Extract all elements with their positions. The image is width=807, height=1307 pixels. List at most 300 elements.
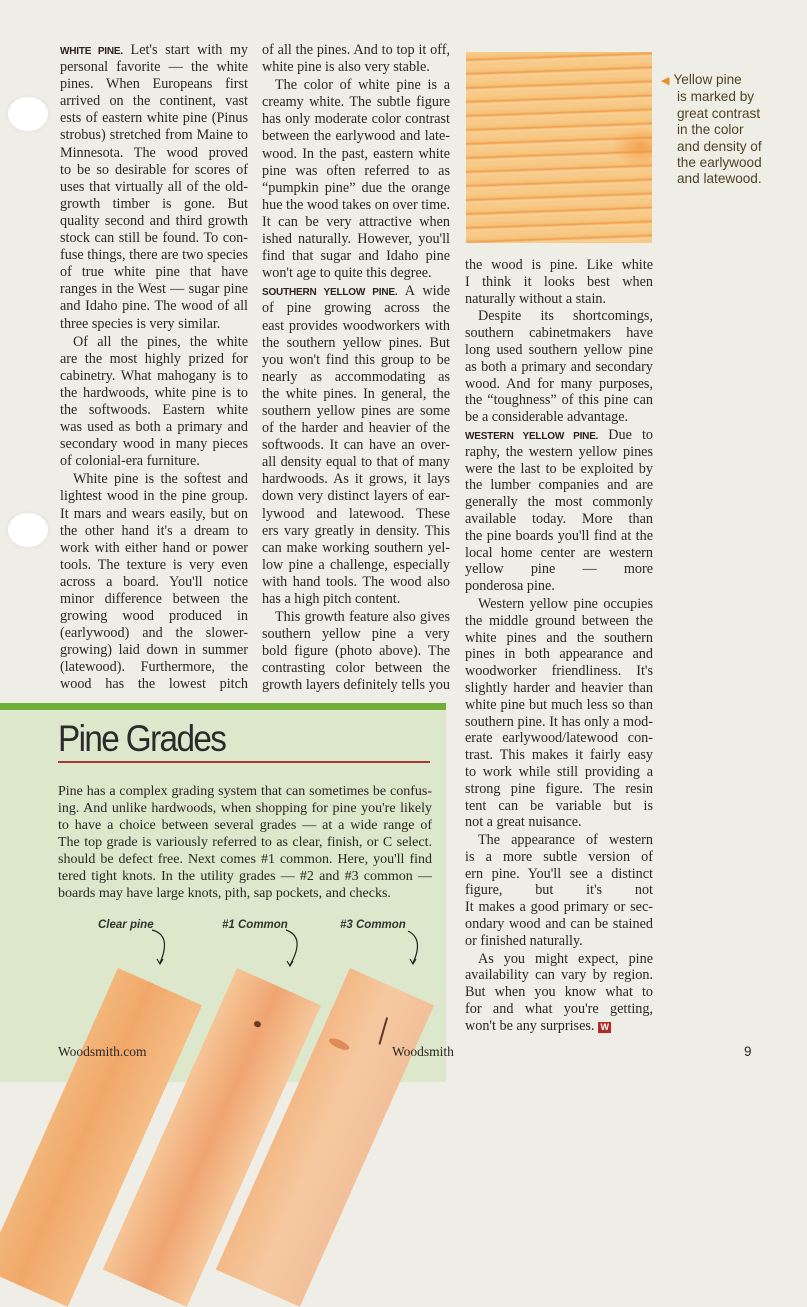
paragraph <box>465 951 653 1035</box>
sidebar-line: Pine has a complex grading system that can sometimes be confus- <box>58 784 432 799</box>
line-text: lywood and latewood. These <box>262 505 450 522</box>
sidebar-line: boards may have large knots, pith, sap pockets, and checks. <box>58 886 391 901</box>
text-line <box>465 291 653 308</box>
line-text: white pine but much less so than <box>465 696 653 713</box>
line-text: won't be any surprises. <box>465 1017 595 1034</box>
line-text: It can be very attractive when <box>262 213 450 230</box>
line-text: pines. When Europeans first <box>60 76 248 93</box>
line-text: Minnesota. The wood proved <box>60 144 248 161</box>
line-text: figure, but it's not <box>465 882 653 899</box>
caption-line <box>661 89 801 105</box>
text-line <box>465 561 653 578</box>
text-line <box>60 76 248 93</box>
line-text: cabinetry. What mahogany is to <box>60 367 248 384</box>
label-arrows <box>0 915 446 995</box>
line-text: the middle ground between the <box>465 612 653 629</box>
line-text: has a high pitch content. <box>262 591 401 607</box>
line-text: strong pine figure. The resin <box>465 780 653 797</box>
line-text: can make working southern yel- <box>262 539 450 556</box>
line-text: wood. In the past, eastern white <box>262 145 450 162</box>
text-line <box>465 511 653 528</box>
title-rule <box>58 761 430 763</box>
binder-hole <box>8 97 48 131</box>
text-line <box>465 494 653 511</box>
run-in-head: SOUTHERN YELLOW PINE. <box>262 287 398 299</box>
text-line <box>465 680 653 697</box>
line-text: of colonial-era furniture. <box>60 453 200 470</box>
line-text: southern cabinetmakers have <box>465 325 653 342</box>
run-in-head: WHITE PINE. <box>60 46 123 57</box>
line-text: personal favorite — the white <box>60 59 248 76</box>
text-line <box>465 730 653 747</box>
text-line <box>60 471 248 488</box>
line-text: the hardwoods, white pine is to <box>60 384 248 401</box>
text-line <box>262 197 450 214</box>
caption-text: and latewood. <box>677 171 762 187</box>
paragraph <box>465 308 653 426</box>
text-line <box>262 248 450 265</box>
text-line <box>465 1001 653 1018</box>
line-text: It mars and wears easily, but on <box>60 505 248 522</box>
line-text: southern yellow pine a very <box>262 626 450 643</box>
text-line <box>60 591 248 608</box>
text-line <box>262 59 450 76</box>
line-text: fuse things, there are two species <box>60 247 248 264</box>
text-line <box>465 714 653 731</box>
sidebar-line: should be defect free. Next comes #1 common. Here, you'll find <box>58 852 432 867</box>
text-line <box>465 444 653 461</box>
paragraph <box>262 283 450 608</box>
text-line <box>465 747 653 764</box>
line-text: white pines and the southern <box>465 629 653 646</box>
line-text: raphy, the western yellow pines <box>465 443 653 460</box>
text-line <box>262 94 450 111</box>
caption-text: in the color <box>677 122 744 138</box>
text-line <box>262 488 450 505</box>
text-line <box>60 298 248 315</box>
footer-website: Woodsmith.com <box>58 1044 147 1059</box>
line-text: contrasting color between the <box>262 660 450 677</box>
text-line <box>465 899 653 916</box>
text-line <box>60 59 248 76</box>
text-line <box>262 643 450 660</box>
text-line <box>60 351 248 368</box>
text-line <box>465 392 653 409</box>
text-line <box>262 146 450 163</box>
line-text: yellow pine — more <box>465 561 653 578</box>
text-line <box>262 420 450 437</box>
line-text: long used southern yellow pine <box>465 341 653 358</box>
text-line <box>465 359 653 376</box>
line-text: was used as both a primary and <box>60 419 248 436</box>
caption-line <box>661 171 801 187</box>
line-text: As you might expect, pine <box>478 950 653 967</box>
line-text: is a more subtle version of <box>465 848 653 865</box>
text-line <box>262 352 450 369</box>
line-text: The color of white pine is a <box>275 77 450 94</box>
caption-line <box>661 155 801 171</box>
text-line <box>465 409 653 426</box>
line-text: ranges in the West — sugar pine <box>60 281 248 298</box>
page-number: 9 <box>744 1044 752 1059</box>
line-text: work with either hand or power <box>60 539 248 556</box>
line-text: The appearance of western <box>478 832 653 849</box>
grade-label-common-1: #1 Common <box>222 919 288 931</box>
text-line <box>60 334 248 351</box>
line-text: A wide <box>404 283 450 300</box>
line-text: secondary wood in many pieces <box>60 436 248 453</box>
text-line <box>60 419 248 436</box>
line-text: has only moderate color contrast <box>262 111 450 128</box>
text-line <box>465 596 653 613</box>
text-line <box>262 523 450 540</box>
text-line <box>262 540 450 557</box>
paragraph <box>262 609 450 694</box>
text-line <box>262 77 450 94</box>
line-text: were the last to be exploited by <box>465 460 653 477</box>
line-text: But when you know what to <box>465 984 653 1001</box>
line-text: growing wood produced in <box>60 608 248 625</box>
sidebar-line: The top grade is variously referred to as clear, finish, or C select. <box>58 835 432 850</box>
text-line <box>60 488 248 505</box>
line-text: Despite its shortcomings, <box>478 308 653 325</box>
line-text: won't age to quite this degree. <box>262 265 432 282</box>
line-text: (latewood). Furthermore, the <box>60 659 248 676</box>
text-line <box>262 454 450 471</box>
line-text: growing) laid down in summer <box>60 642 248 659</box>
line-text: hue the wood takes on over time. <box>262 196 450 213</box>
text-line <box>60 659 248 676</box>
line-text: to be so desirable for scores of <box>60 161 248 178</box>
line-text: east provides woodworkers with <box>262 317 450 334</box>
text-line <box>60 42 248 59</box>
footer-brand: Woodsmith <box>392 1044 454 1059</box>
text-line <box>262 300 450 317</box>
line-text: I think it looks best when <box>465 273 653 290</box>
text-line <box>60 557 248 574</box>
line-text: the lumber companies and are <box>465 477 653 494</box>
line-text: ern pine. You'll see a distinct <box>465 865 653 882</box>
text-line <box>465 630 653 647</box>
text-line <box>262 335 450 352</box>
text-line <box>465 764 653 781</box>
line-text: softwoods. It can have an over- <box>262 437 450 454</box>
knot <box>253 1020 262 1028</box>
text-line <box>60 608 248 625</box>
text-line <box>465 477 653 494</box>
line-text: pines in both appearance and <box>465 646 653 663</box>
line-text: ests of eastern white pine (Pinus <box>60 110 248 127</box>
text-line <box>465 545 653 562</box>
caption-text: and density of <box>677 138 762 154</box>
line-text: the other hand it's a dream to <box>60 522 248 539</box>
text-line <box>60 676 248 693</box>
line-text: It makes a good primary or sec- <box>465 899 653 916</box>
text-line <box>465 646 653 663</box>
line-text: ished naturally. However, you'll <box>262 231 450 248</box>
line-text: uses that virtually all of the old- <box>60 178 248 195</box>
text-line <box>465 461 653 478</box>
text-line <box>60 453 248 470</box>
line-text: tools. The texture is very even <box>60 556 248 573</box>
text-line <box>60 574 248 591</box>
line-text: as both a primary and secondary <box>465 358 653 375</box>
text-line <box>262 214 450 231</box>
check <box>378 1017 388 1044</box>
line-text: are the most highly prized for <box>60 350 248 367</box>
caption-line <box>661 122 801 138</box>
sidebar-line: ing. And unlike hardwoods, when shopping for pine you're likely <box>58 801 432 816</box>
line-text: growth layers definitely tells you <box>262 677 450 694</box>
line-text: the wood is pine. Like white <box>465 257 653 273</box>
text-line <box>465 1018 653 1035</box>
line-text: of all the pines. And to top it off, <box>262 42 450 58</box>
binder-hole <box>8 513 48 547</box>
line-text: bold figure (photo above). The <box>262 643 450 660</box>
line-text: the white pines. In general, the <box>262 385 450 402</box>
paragraph <box>262 42 450 76</box>
line-text: find that sugar and Idaho pine <box>262 248 450 265</box>
line-text: wood. And for many purposes, <box>465 375 653 392</box>
line-text: (earlywood) and the slower- <box>60 625 248 642</box>
line-text: to work while still providing a <box>465 763 653 780</box>
caption-line <box>661 72 801 89</box>
line-text: arrived on the continent, vast <box>60 93 248 110</box>
line-text: three species is very similar. <box>60 315 221 332</box>
line-text: slightly harder and heavier than <box>465 679 653 696</box>
text-line <box>60 110 248 127</box>
line-text: stock can still be found. To con- <box>60 230 248 247</box>
text-line <box>465 967 653 984</box>
text-line <box>465 578 653 595</box>
line-text: of the harder and heavier of the <box>262 420 450 437</box>
paragraph <box>465 832 653 950</box>
line-text: availability can vary by region. <box>465 967 653 984</box>
sidebar-line: to have a choice between several grades — at a wide range of <box>58 818 432 833</box>
text-line <box>465 798 653 815</box>
line-text: growth timber is gone. But <box>60 195 248 212</box>
article-column-2 <box>262 42 450 695</box>
line-text: Let's start with my <box>122 42 248 58</box>
text-line <box>262 163 450 180</box>
text-line <box>60 625 248 642</box>
line-text: all density equal to that of many <box>262 454 450 471</box>
grade-label-common-3: #3 Common <box>340 919 406 931</box>
line-text: This growth feature also gives <box>275 609 450 626</box>
text-line <box>262 506 450 523</box>
line-text: trast. This makes it fairly easy <box>465 747 653 764</box>
line-text: hardwoods. As it grows, it lays <box>262 471 450 488</box>
line-text: ers vary greatly in density. This <box>262 522 450 539</box>
text-line <box>60 368 248 385</box>
text-line <box>465 933 653 950</box>
line-text: lightest wood in the pine group. <box>60 488 248 505</box>
text-line <box>262 318 450 335</box>
line-text: the softwoods. Eastern white <box>60 401 248 418</box>
line-text: Western yellow pine occupies <box>478 595 653 612</box>
knot <box>327 1036 350 1052</box>
line-text: tent can be variable but is <box>465 797 653 814</box>
line-text: the “toughness” of this pine can <box>465 392 653 409</box>
text-line <box>465 342 653 359</box>
line-text: across a board. You'll notice <box>60 573 248 590</box>
line-text: strobus) stretched from Maine to <box>60 127 248 144</box>
line-text: be a considerable advantage. <box>465 409 629 426</box>
line-text: of true white pine that have <box>60 264 248 281</box>
text-line <box>465 832 653 849</box>
text-line <box>262 660 450 677</box>
text-line <box>465 849 653 866</box>
text-line <box>262 111 450 128</box>
text-line <box>465 613 653 630</box>
text-line <box>465 882 653 899</box>
line-text: wood has the lowest pitch <box>60 676 248 693</box>
paragraph <box>60 334 248 471</box>
line-text: Of all the pines, the white <box>73 333 248 350</box>
line-text: ondary wood and can be stained <box>465 916 653 933</box>
paragraph <box>465 596 653 831</box>
caption-text: great contrast <box>677 105 761 121</box>
text-line <box>465 528 653 545</box>
text-line <box>60 281 248 298</box>
text-line <box>262 557 450 574</box>
line-text: for and what you're getting, <box>465 1001 653 1018</box>
line-text: pine was often referred to as <box>262 162 450 179</box>
caption-text: Yellow pine <box>673 72 742 87</box>
text-line <box>60 247 248 264</box>
line-text: local home center are western <box>465 544 653 561</box>
text-line <box>60 316 248 333</box>
text-line <box>262 42 450 59</box>
caption-line <box>661 106 801 122</box>
line-text: not a great nuisance. <box>465 814 582 831</box>
text-line <box>465 325 653 342</box>
text-line <box>465 308 653 325</box>
text-line <box>60 127 248 144</box>
text-line <box>465 781 653 798</box>
line-text: White pine is the softest and <box>73 471 248 488</box>
text-line <box>262 574 450 591</box>
text-line <box>60 213 248 230</box>
text-line <box>262 437 450 454</box>
text-line <box>262 180 450 197</box>
text-line <box>60 523 248 540</box>
paragraph <box>465 427 653 595</box>
line-text: southern yellow pines are some <box>262 402 450 419</box>
text-line <box>60 145 248 162</box>
text-line <box>465 663 653 680</box>
line-text: nearly as accommodating as <box>262 368 450 385</box>
line-text: generally the most commonly <box>465 494 653 511</box>
line-text: naturally without a stain. <box>465 290 607 307</box>
pine-grades-sidebar <box>0 703 446 1082</box>
line-text: ponderosa pine. <box>465 578 555 595</box>
text-line <box>60 93 248 110</box>
text-line <box>465 376 653 393</box>
caption-line <box>661 139 801 155</box>
line-text: “pumpkin pine” due the orange <box>262 179 450 196</box>
line-text: minor difference between the <box>60 591 248 607</box>
line-text: woodworker friendliness. It's <box>465 663 653 680</box>
sidebar-line: tered tight knots. In the utility grades — #2 and #3 common — <box>58 869 432 884</box>
text-line <box>262 471 450 488</box>
text-line <box>465 697 653 714</box>
text-line <box>262 283 450 300</box>
line-text: between the earlywood and late- <box>262 128 450 145</box>
text-line <box>465 257 653 274</box>
text-line <box>262 609 450 626</box>
text-line <box>60 162 248 179</box>
text-line <box>262 369 450 386</box>
text-line <box>60 179 248 196</box>
paragraph <box>465 257 653 307</box>
line-text: or finished naturally. <box>465 932 583 949</box>
text-line <box>465 984 653 1001</box>
article-column-3 <box>465 257 653 1035</box>
text-line <box>262 677 450 694</box>
text-line <box>60 506 248 523</box>
text-line <box>60 230 248 247</box>
text-line <box>60 264 248 281</box>
text-line <box>60 196 248 213</box>
line-text: of pine growing across the <box>262 300 450 317</box>
text-line <box>465 866 653 883</box>
line-text: erate earlywood/latewood con- <box>465 730 653 747</box>
end-mark-logo: W <box>600 1021 609 1032</box>
line-text: down very distinct layers of ear- <box>262 488 450 505</box>
line-text: you won't find this group to be <box>262 351 450 368</box>
line-text: and Idaho pine. The wood of all <box>60 298 248 315</box>
line-text: available today. More than <box>465 510 653 527</box>
text-line <box>465 274 653 291</box>
line-text: with hand tools. The wood also <box>262 573 450 590</box>
line-text: quality second and third growth <box>60 212 248 229</box>
article-column-1 <box>60 42 248 694</box>
grade-label-clear: Clear pine <box>98 919 154 931</box>
text-line <box>60 642 248 659</box>
sidebar-text <box>58 783 432 902</box>
text-line <box>262 128 450 145</box>
text-line <box>465 427 653 444</box>
paragraph <box>60 471 248 693</box>
text-line <box>262 626 450 643</box>
text-line <box>465 916 653 933</box>
sidebar-title: Pine Grades <box>58 718 226 759</box>
line-text: southern pine. It has only a mod- <box>465 713 653 730</box>
text-line <box>60 540 248 557</box>
text-line <box>60 436 248 453</box>
line-text: creamy white. The subtle figure <box>262 94 450 111</box>
paragraph <box>262 77 450 282</box>
line-text: the southern yellow pines. But <box>262 334 450 351</box>
text-line <box>262 403 450 420</box>
caption-text: is marked by <box>677 89 755 105</box>
text-line <box>262 265 450 282</box>
line-text: the pine boards you'll find at the <box>465 527 653 544</box>
paragraph <box>60 42 248 333</box>
line-text: Due to <box>608 426 653 443</box>
text-line <box>262 386 450 403</box>
text-line <box>465 951 653 968</box>
text-line <box>465 814 653 831</box>
text-line <box>60 385 248 402</box>
text-line <box>262 231 450 248</box>
line-text: white pine is also very stable. <box>262 59 430 76</box>
photo-caption <box>661 72 801 188</box>
caption-text: the earlywood <box>677 155 762 171</box>
run-in-head: WESTERN YELLOW PINE. <box>465 430 599 442</box>
text-line <box>60 402 248 419</box>
